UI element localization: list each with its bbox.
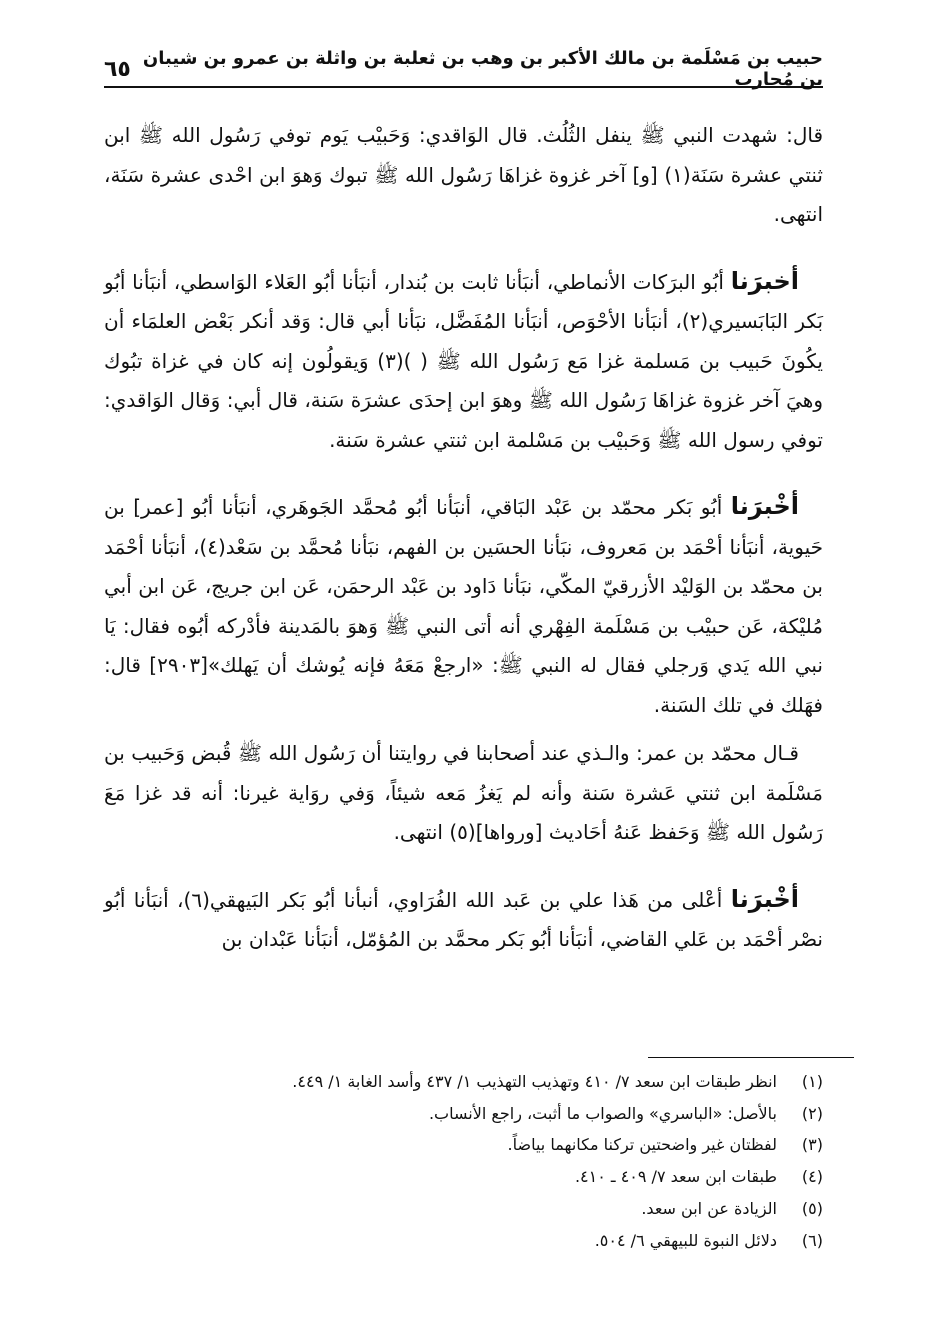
footnote-text: دلائل النبوة للبيهقي ٦/ ٥٠٤.	[594, 1230, 777, 1250]
footnote-number: (٦)	[801, 1230, 823, 1250]
running-title: حبيب بن مَسْلَمة بن مالك الأكبر بن وهب بن ثعلبة بن واثلة بن عمرو بن شيبان بن مُحارب	[142, 48, 823, 90]
footnote-divider	[648, 1057, 854, 1058]
footnote-text: بالأصل: «الباسري» والصواب ما أثبت، راجع الأنساب.	[428, 1103, 777, 1123]
paragraph	[104, 487, 823, 725]
footnote	[104, 1098, 823, 1130]
footnotes	[104, 1066, 823, 1256]
footnote-text: الزيادة عن ابن سعد.	[641, 1198, 777, 1218]
page-number: ٦٥	[104, 56, 131, 82]
footnote-number: (٢)	[801, 1103, 823, 1123]
paragraph-lead-word: أخْبرَنا	[730, 884, 800, 913]
footnote	[104, 1193, 823, 1225]
paragraph	[104, 116, 823, 235]
paragraph	[104, 262, 823, 461]
footnote-number: (٥)	[801, 1198, 823, 1218]
footnote-number: (١)	[801, 1072, 823, 1091]
paragraph-lead-word: أخبرَنا	[730, 266, 799, 295]
paragraph	[104, 880, 823, 960]
paragraph-text: أبُو البرَكات الأنماطي، أنبَأنا ثابت بن بُندار، أنبَأنا أبُو العَلاء الوَاسطي، أنبَأنا أبُو بَكر البَابَسيري(٢)، أنبَأنا الأحْوَص، أنبَأنا المُفَضَّل، نبَأنا أبي قال: وَقد أنكر بَعْض العلمَاء أن يكُونَ حَبيب بن مَسلمة غزا مَع رَسُول الله ﷺ ( )(٣) وَيقولُون إنه كان في غزاة تبُوك وهيَ آخر غزوة غزاهَا رَسُول الله ﷺ وهوَ ابن إحدَى عشرَة سَنة، قال أبي: وَقال الوَاقدي: توفي رسول الله ﷺ وَحَبيْب بن مَسْلمة ابن ثنتي عشرة سَنة.	[104, 269, 824, 452]
paragraph	[104, 734, 823, 853]
footnote-text: انظر طبقات ابن سعد ٧/ ٤١٠ وتهذيب التهذيب ١/ ٤٣٧ وأسد الغابة ١/ ٤٤٩.	[292, 1072, 777, 1091]
footnote	[104, 1225, 823, 1257]
main-text	[104, 116, 823, 960]
paragraph-text: قال: شهدت النبي ﷺ ينفل الثُلُث. قال الوَاقدي: وَحَبيْب يَوم توفي رَسُول الله ﷺ ابن ثنتي عشرة سَنَة(١) [و] آخر غزوة غزاهَا رَسُول الله ﷺ تبوك وَهوَ ابن احْدى عشرة سَنَة، انتهى.	[104, 123, 823, 226]
footnote-number: (٣)	[801, 1135, 823, 1155]
footnote	[104, 1129, 823, 1161]
paragraph-lead-word: أخْبرَنا	[730, 492, 799, 520]
paragraph-text: أبُو بَكر محمّد بن عَبْد البَاقي، أنبَأنا أبُو مُحمَّد الجَوهَري، أنبَأنا أبُو [عمر] بن حَيوية، أنبَأنا أحْمَد بن مَعروف، نبَأنا الحسَين بن الفهم، نبَأنا مُحمَّد بن سَعْد(٤)، أنبَأنا أحْمَد بن محمّد بن الوَليْد الأزرقيّ المكّي، نبَأنا دَاود بن عَبْد الرحمَن، عَن ابن جريج، عَن ابن أبي مُليْكة، عَن حبيْب بن مَسْلَمة الفِهْري أنه أتى النبي ﷺ وَهوَ بالمَدينة فأدْركه أبُوه فقال: يَا نبي الله يَدي وَرجلي فقال له النبي ﷺ: «ارجعْ مَعَهُ فإنه يُوشك أن يَهلك»[٢٩٠٣] قال: فهَلك في تلك السَنة.	[104, 495, 823, 717]
footnote	[104, 1066, 823, 1098]
footnote	[104, 1161, 823, 1193]
footnote-text: لفظتان غير واضحتين تركنا مكانهما بياضاً.	[507, 1135, 777, 1155]
footnote-number: (٤)	[801, 1167, 823, 1187]
paragraph-text: أعْلى من هَذا علي بن عَبد الله الفُرَاوي، أنبأنا أبُو بَكر البَيهقي(٦)، أنبَأنا أبُو نصْر أحْمَد بن عَلي القاضي، أنبَأنا أبُو بَكر محمَّد بن المُؤمّل، أنبَأنا عَبْدان بن	[104, 887, 823, 951]
footnote-text: طبقات ابن سعد ٧/ ٤٠٩ ـ ٤١٠.	[574, 1167, 777, 1187]
page-header	[104, 48, 823, 90]
paragraph-text: قـال محمّد بن عمر: والـذي عند أصحابنا في روايتنا أن رَسُول الله ﷺ قُبض وَحَبيب بن مَسْلَمة ابن ثنتي عَشرة سَنة وأنه لم يَغزُ مَعه شيئاً، وَفي روَاية غيرنا: أنه قد غزا مَعَ رَسُول الله ﷺ وَحَفظ عَنهُ أحَاديث [ورواها](٥) انتهى.	[104, 741, 823, 844]
